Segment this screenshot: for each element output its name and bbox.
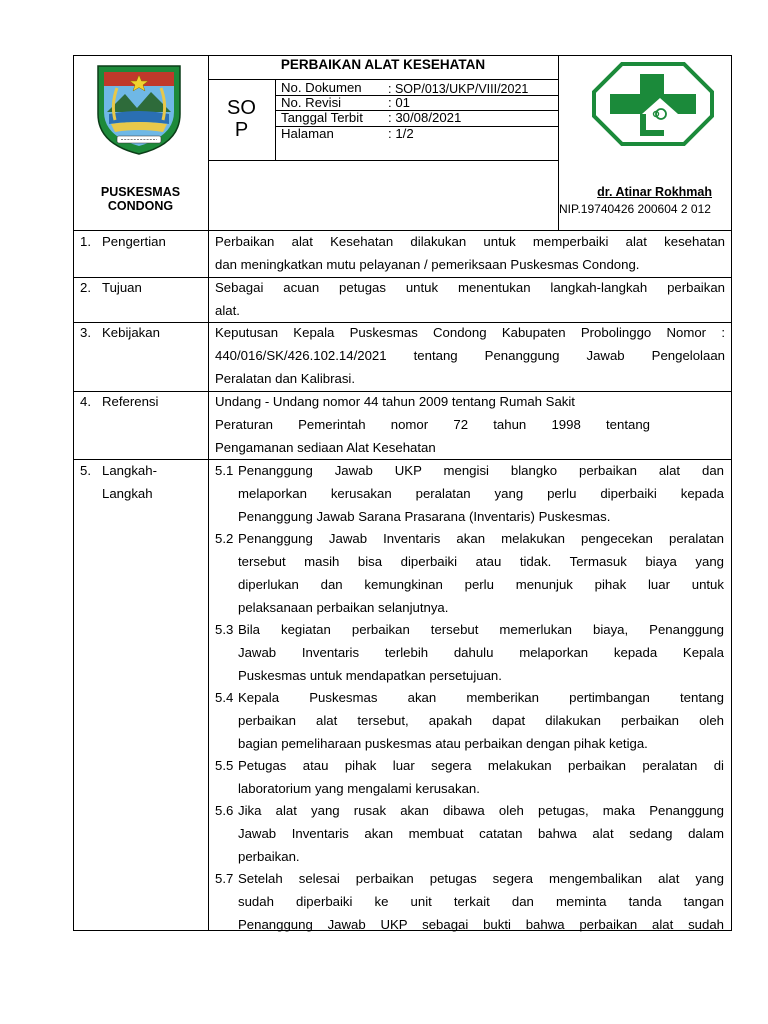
page-label: Halaman (281, 126, 334, 141)
section-number: 3. (80, 325, 91, 340)
sop-divider (275, 79, 276, 161)
step-number: 5.7 (215, 871, 234, 886)
section-text-line: alat. (215, 303, 240, 318)
section-text-line: Undang - Undang nomor 44 tahun 2009 tentang Rumah Sakit (215, 394, 575, 409)
step-text-line: diperlukan dan kemungkinan perlu menunjuk pihak luar untuk (238, 577, 724, 592)
issue-date-label: Tanggal Terbit (281, 110, 363, 125)
signer-nip: NIP.19740426 200604 2 012 (559, 202, 711, 216)
section-label-referensi: Referensi (102, 394, 159, 409)
step-text-line: Jawab Inventaris terlebih dahulu melaporkan kepada Kepala (238, 645, 724, 660)
table-border-right (731, 55, 732, 931)
step-number: 5.2 (215, 531, 234, 546)
section-number: 1. (80, 234, 91, 249)
issue-date-value: : 30/08/2021 (388, 110, 462, 125)
step-number: 5.5 (215, 758, 234, 773)
step-text-line: perbaikan. (238, 849, 300, 864)
revision-label: No. Revisi (281, 95, 342, 110)
step-text-line: pelaksanaan perbaikan selanjutnya. (238, 600, 449, 615)
step-text-line: Jika alat yang rusak akan dibawa oleh petugas, maka Penanggung (238, 803, 724, 818)
row-divider-3 (73, 391, 732, 392)
step-text-line: laboratorium yang mengalami kerusakan. (238, 781, 480, 796)
signer-name: dr. Atinar Rokhmah (597, 185, 712, 199)
step-text-line: tersebut masih bisa diperbaiki atau tidak. Termasuk biaya yang (238, 554, 724, 569)
step-text-line: Bila kegiatan perbaikan tersebut memerlukan biaya, Penanggung (238, 622, 724, 637)
section-text-line: Sebagai acuan petugas untuk menentukan langkah-langkah perbaikan (215, 280, 725, 295)
section-text-line: Peralatan dan Kalibrasi. (215, 371, 356, 386)
row-divider-2 (73, 322, 732, 323)
step-text-line: Penanggung Jawab Sarana Prasarana (Inventaris) Puskesmas. (238, 509, 611, 524)
section-text-line: dan meningkatkan mutu pelayanan / pemeriksaan Puskesmas Condong. (215, 257, 640, 272)
puskesmas-logo-icon (592, 62, 714, 146)
section-text-line: Keputusan Kepala Puskesmas Condong Kabupaten Probolinggo Nomor : (215, 325, 725, 340)
section-label-langkah: Langkah- (102, 463, 157, 478)
section-text-line: Perbaikan alat Kesehatan dilakukan untuk memperbaiki alat kesehatan (215, 234, 725, 249)
step-text-line: Petugas atau pihak luar segera melakukan perbaikan peralatan di (238, 758, 724, 773)
revision-value: : 01 (388, 95, 410, 110)
section-text-line: Peraturan Pemerintah nomor 72 tahun 1998 tentang (215, 417, 650, 432)
step-number: 5.1 (215, 463, 234, 478)
section-label-kebijakan: Kebijakan (102, 325, 160, 340)
step-text-line: Kepala Puskesmas akan memberikan pertimbangan tentang (238, 690, 724, 705)
step-text-line: perbaikan alat tersebut, apakah dapat dilakukan perbaikan oleh (238, 713, 724, 728)
section-number: 5. (80, 463, 91, 478)
section-number: 4. (80, 394, 91, 409)
document-title: PERBAIKAN ALAT KESEHATAN (280, 57, 486, 72)
step-number: 5.3 (215, 622, 234, 637)
sop-label-line1: SO (227, 97, 256, 119)
table-border-top (73, 55, 732, 56)
step-text-line: Penanggung Jawab Inventaris akan melakukan pengecekan peralatan (238, 531, 724, 546)
org-name-line1: PUSKESMAS (100, 185, 181, 199)
step-text-line: Jawab Inventaris akan membuat catatan bahwa alat sedang dalam (238, 826, 724, 841)
step-text-line: Setelah selesai perbaikan petugas segera mengembalikan alat yang (238, 871, 724, 886)
org-name-line2: CONDONG (107, 199, 174, 213)
step-number: 5.6 (215, 803, 234, 818)
section-text-line: Pengamanan sediaan Alat Kesehatan (215, 440, 436, 455)
step-text-line: sudah diperbaiki ke unit terkait dan meminta tanda tangan (238, 894, 724, 909)
doc-number-value: : SOP/013/UKP/VIII/2021 (388, 82, 529, 96)
step-text-line: Penanggung Jawab UKP sebagai bukti bahwa perbaikan alat sudah (238, 917, 724, 932)
step-text-line: Puskesmas untuk mendapatkan persetujuan. (238, 668, 502, 683)
step-text-line: bagian pemeliharaan puskesmas atau perbaikan dengan pihak ketiga. (238, 736, 648, 751)
header-mid-divider (208, 160, 558, 161)
step-text-line: Penanggung Jawab UKP mengisi blangko perbaikan alat dan (238, 463, 724, 478)
doc-number-label: No. Dokumen (281, 80, 362, 95)
regency-emblem-icon (95, 64, 183, 156)
section-text-line: 440/016/SK/426.102.14/2021 tentang Penanggung Jawab Pengelolaan (215, 348, 725, 363)
section-label-tujuan: Tujuan (102, 280, 142, 295)
page-value: : 1/2 (388, 126, 414, 141)
row-divider-4 (73, 459, 732, 460)
title-divider (208, 79, 558, 80)
header-bottom-border (73, 230, 732, 231)
step-text-line: melaporkan kerusakan peralatan yang perlu diperbaiki kepada (238, 486, 724, 501)
section-label-pengertian: Pengertian (102, 234, 166, 249)
section-label-langkah-line2: Langkah (102, 486, 153, 501)
column-divider (208, 55, 209, 931)
step-number: 5.4 (215, 690, 234, 705)
section-number: 2. (80, 280, 91, 295)
row-divider-1 (73, 277, 732, 278)
sop-label-line2: P (234, 119, 249, 141)
